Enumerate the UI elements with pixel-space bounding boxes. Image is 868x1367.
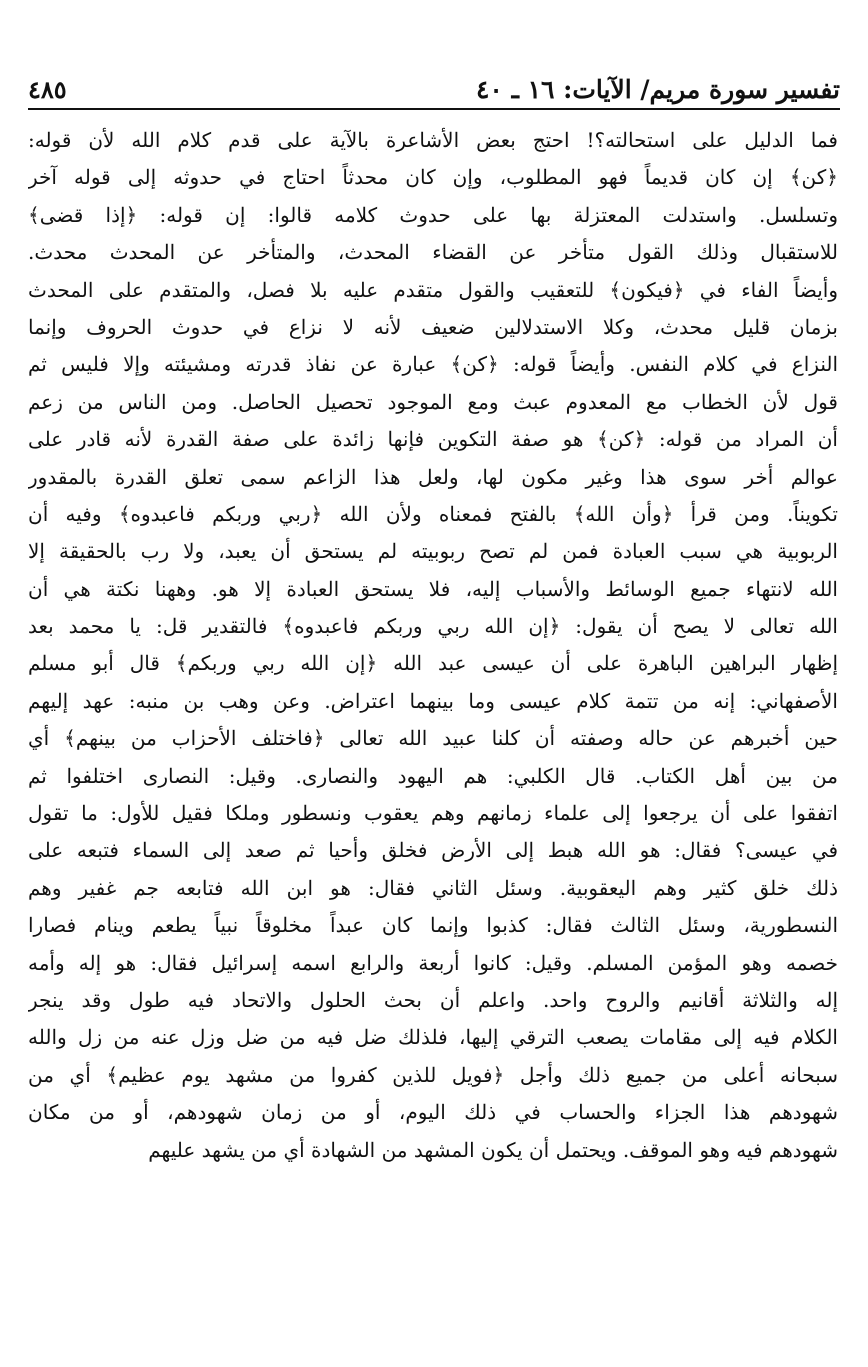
text-line: تكويناً. ومن قرأ ﴿وأن الله﴾ بالفتح فمعناه ولأن الله ﴿ربي وربكم فاعبدوه﴾ وفيه أن (28, 501, 838, 526)
text-line: الربوبية هي سبب العبادة فمن لم تصح ربوبيته لم يستحق أن يعبد، ولا رب بالحقيقة إلا (28, 539, 838, 564)
text-line: عوالم أخر سوى هذا وغير مكون لها، ولعل هذا الزاعم سمى تعلق القدرة بالمقدور (28, 464, 838, 489)
page-header (28, 64, 840, 110)
text-line: الأصفهاني: إنه من تتمة كلام عيسى وما بينهما اعتراض. وعن وهب بن منبه: عهد إليهم (28, 688, 838, 713)
text-line: من بين أهل الكتاب. قال الكلبي: هم اليهود والنصارى. وقيل: النصارى اختلفوا ثم (28, 763, 838, 788)
text-line: سبحانه أعلى من جميع ذلك وأجل ﴿فويل للذين كفروا من مشهد يوم عظيم﴾ أي من (28, 1062, 838, 1087)
text-line: فما الدليل على استحالته؟! احتج بعض الأشاعرة بالآية على قدم كلام الله لأن قوله: (28, 128, 838, 152)
text-line: وأيضاً الفاء في ﴿فيكون﴾ للتعقيب والقول متقدم عليه بلا فصل، والمتقدم على المحدث (28, 277, 838, 302)
text-line: في عيسى؟ فقال: هو الله هبط إلى الأرض فخلق وأحيا ثم صعد إلى السماء فتبعه على (28, 838, 838, 863)
page-number: ٤٨٥ (28, 75, 67, 104)
body-text (28, 122, 838, 1169)
text-line: ﴿كن﴾ إن كان قديماً فهو المطلوب، وإن كان محدثاً احتاج في حدوثه إلى قوله آخر (28, 165, 838, 190)
text-line: بزمان قليل محدث، وكلا الاستدلالين ضعيف لأنه لا نزاع في حدوث الحروف وإنما (28, 314, 838, 339)
text-line: ذلك خلق كثير وهم اليعقوبية. وسئل الثاني فقال: هو ابن الله فتابعه جم غفير وهم (28, 875, 838, 900)
text-line: الكلام فيه إلى مقامات يصعب الترقي إليها، فلذلك ضل فيه من ضل وزل عنه من زل والله (28, 1025, 838, 1050)
text-line: اتفقوا على أن يرجعوا إلى علماء زمانهم وهم يعقوب ونسطور وملكا فقيل للأول: ما تقول (28, 801, 838, 826)
text-line: خصمه وهو المؤمن المسلم. وقيل: كانوا أربعة والرابع اسمه إسرائيل فقال: هو إله وأمه (28, 950, 838, 975)
text-line: وتسلسل. واستدلت المعتزلة بها على حدوث كلامه قالوا: إن قوله: ﴿إذا قضى﴾ (28, 202, 838, 227)
text-line: الله تعالى لا يصح أن يقول: ﴿إن الله ربي وربكم فاعبدوه﴾ فالتقدير قل: يا محمد بعد (28, 614, 838, 639)
text-line: النزاع في كلام النفس. وأيضاً قوله: ﴿كن﴾ عبارة عن نفاذ قدرته ومشيئته وإلا فليس ثم (28, 352, 838, 377)
text-line: شهودهم فيه وهو الموقف. ويحتمل أن يكون المشهد من الشهادة أي من يشهد عليهم (148, 1137, 838, 1162)
text-line: شهودهم هذا الجزاء والحساب في ذلك اليوم، أو من زمان شهودهم، أو من مكان (28, 1100, 838, 1125)
text-line: الله لانتهاء جميع الوسائط والأسباب إليه، فلا يستحق العبادة إلا هو. وههنا نكتة هي أن (28, 576, 838, 601)
text-line: حين أخبرهم عن حاله وصفته أن كلنا عبيد الله تعالى ﴿فاختلف الأحزاب من بينهم﴾ أي (28, 726, 838, 751)
text-line: إله والثلاثة أقانيم والروح واحد. واعلم أن بحث الحلول والاتحاد فيه طول وقد ينجر (28, 987, 838, 1012)
text-line: للاستقبال وذلك القول متأخر عن القضاء المحدث، والمتأخر عن المحدث محدث. (28, 240, 838, 265)
text-line: النسطورية، وسئل الثالث فقال: كذبوا وإنما كان عبداً مخلوقاً نبياً يطعم وينام فصارا (28, 913, 838, 938)
text-line: قول لأن الخطاب مع المعدوم عبث ومع الموجود تحصيل الحاصل. ومن الناس من زعم (28, 389, 838, 414)
text-line: إظهار البراهين الباهرة على أن عيسى عبد الله ﴿إن الله ربي وربكم﴾ قال أبو مسلم (28, 651, 838, 676)
running-title: تفسير سورة مريم/ الآيات: ١٦ ـ ٤٠ (476, 75, 840, 104)
text-line: أن المراد من قوله: ﴿كن﴾ هو صفة التكوين فإنها زائدة على صفة القدرة لأنه قادر على (28, 427, 838, 452)
